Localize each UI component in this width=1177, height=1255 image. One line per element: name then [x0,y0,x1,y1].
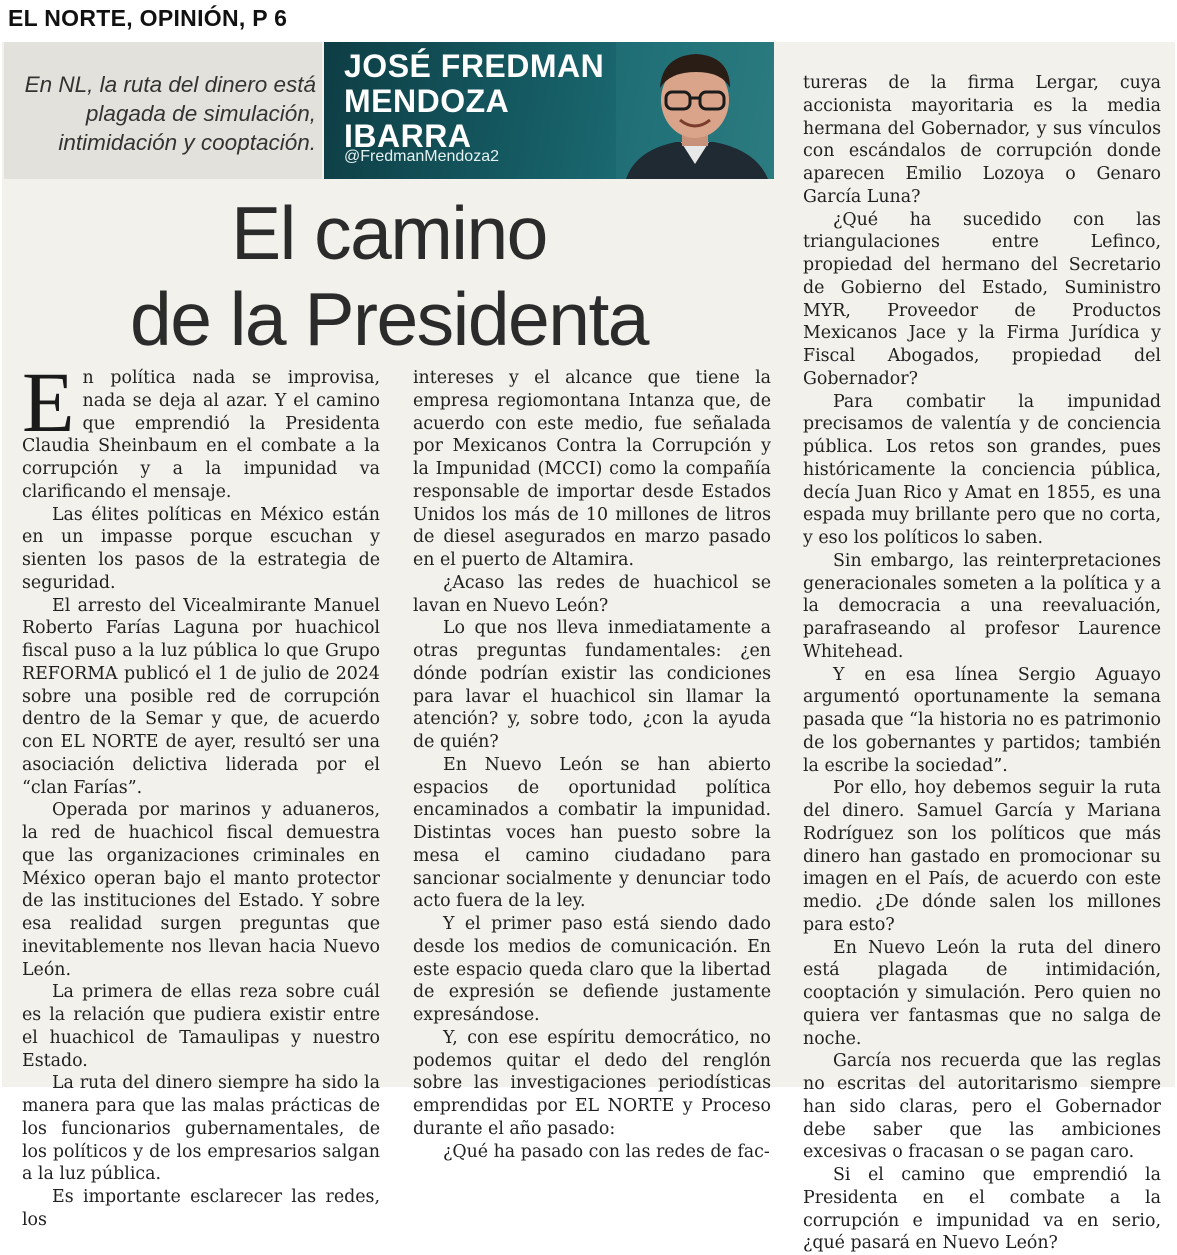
paragraph-text: n política nada se improvisa, nada se deja al azar. Y el camino que emprendió la Presidenta Claudia Sheinbaum en el combate a la corrupción y a la impunidad va clarificando el mensaje. [22,368,380,502]
headline-line1: El camino [231,191,547,275]
article-column-3 [803,72,1161,1255]
paragraph: Y en esa línea Sergio Aguayo argumentó oportunamente la semana pasada que “la historia no es patrimonio de los gobernantes y partidos; también la escribe la sociedad”. [803,664,1161,776]
article-column-2 [413,367,771,1163]
paragraph: García nos recuerda que las reglas no escritas del autoritarismo siempre han sido claras, pero el Gobernador debe saber que las ambiciones excesivas o fracasan o se pagan caro. [803,1051,1161,1163]
paragraph: Y, con ese espíritu democrático, no podemos quitar el dedo del renglón sobre las investigaciones periodísticas emprendidas por EL NORTE y Proceso durante el año pasado: [413,1027,771,1139]
author-name-line1: JOSÉ FREDMAN [344,48,605,84]
paragraph: El arresto del Vicealmirante Manuel Roberto Farías Laguna por huachicol fiscal puso a la luz pública lo que Grupo REFORMA publicó el 1 de julio de 2024 sobre una posible red de corrupción dentro de la Semar y que, de acuerdo con EL NORTE de ayer, resultó ser una asociación delictiva liderada por el “clan Farías”. [22,595,380,798]
paragraph: Las élites políticas en México están en un impasse porque escuchan y sienten los pasos de la estrategia de seguridad. [22,504,380,593]
paragraph: Por ello, hoy debemos seguir la ruta del dinero. Samuel García y Mariana Rodríguez son los políticos que más dinero han gastado en promocionar su imagen en el País, de acuerdo con este medio. ¿De dónde salen los millones para esto? [803,778,1161,935]
article-headline [4,190,774,362]
author-name [344,49,644,154]
paragraph: intereses y el alcance que tiene la empresa regiomontana Intanza que, de acuerdo con este medio, fue señalada por Mexicanos Contra la Corrupción y la Impunidad (MCCI) como la compañía responsable de importar desde Estados Unidos los más de 10 millones de litros de diesel asegurados en marzo pasado en el puerto de Altamira. [413,368,771,570]
deck-text: En NL, la ruta del dinero está plagada de simulación, intimidación y cooptación. [24,72,316,155]
deck-box [4,42,322,179]
paragraph: La ruta del dinero siempre ha sido la manera para que las malas prácticas de los funcionarios gubernamentales, de los políticos y de los empresarios salgan a la luz pública. [22,1073,380,1185]
author-portrait [616,42,774,179]
paragraph: Y el primer paso está siendo dado desde los medios de comunicación. En este espacio queda claro que la libertad de expresión se defiende justamente expresándose. [413,914,771,1025]
source-tag [0,0,1177,42]
paragraph: Sin embargo, las reinterpretaciones generacionales someten a la política y a la democracia a una reevaluación, parafraseando al profesor Laurence Whitehead. [803,550,1161,662]
author-handle: @FredmanMendoza2 [344,148,499,165]
paragraph: La primera de ellas reza sobre cuál es la relación que pudiera existir entre el huachicol de Tamaulipas y nuestro Estado. [22,982,380,1071]
paragraph: tureras de la firma Lergar, cuya accionista mayoritaria es la media hermana del Gobernador, y sus vínculos con escándalos de corrupción donde aparecen Emilio Lozoya o Genaro García Luna? [803,73,1161,207]
paragraph: Para combatir la impunidad precisamos de valentía y de conciencia pública. Los retos son grandes, pues históricamente la conciencia pública, decía Juan Rico y Amat en 1855, es una espada muy brillante pero que no corta, y eso los políticos lo saben. [803,391,1161,548]
paragraph: Es importante esclarecer las redes, los [22,1187,380,1230]
paragraph: Operada por marinos y aduaneros, la red de huachicol fiscal demuestra que las organizaciones criminales en México operan bajo el manto protector de las instituciones del Estado. Y sobre esa realidad surgen preguntas que inevitablemente nos llevan hacia Nuevo León. [22,800,380,980]
source-tag-label: EL NORTE, OPINIÓN, P 6 [8,5,288,31]
author-name-line2: MENDOZA [344,83,510,119]
paragraph: ¿Qué ha pasado con las redes de fac- [443,1141,770,1162]
paragraph [22,354,380,504]
author-byline [324,42,774,179]
paragraph: Si el camino que emprendió la Presidenta en el combate a la corrupción e impunidad va en serio, ¿qué pasará en Nuevo León? [803,1165,1161,1254]
author-name-line3: IBARRA [344,118,472,154]
paragraph: En Nuevo León la ruta del dinero está plagada de intimidación, cooptación y simulación. Pero quien no quiera ver fantasmas que no salga de noche. [803,937,1161,1049]
paragraph: ¿Qué ha sucedido con las triangulaciones entre Lefinco, propiedad del hermano del Secretario de Gobierno del Estado, Suministro MYR, Proveedor de Productos Mexicanos Jace y la Firma Jurídica y Fiscal Abogados, propiedad del Gobernador? [803,209,1161,389]
paragraph: ¿Acaso las redes de huachicol se lavan en Nuevo León? [413,572,771,616]
paragraph: En Nuevo León se han abierto espacios de oportunidad política encaminados a combatir la impunidad. Distintas voces han puesto sobre la mesa el camino ciudadano para sancionar socialmente y denunciar todo acto fuera de la ley. [413,754,771,912]
headline-line2: de la Presidenta [129,277,649,361]
article-column-1 [22,354,380,1232]
drop-cap: E [22,354,75,450]
paragraph: Lo que nos lleva inmediatamente a otras preguntas fundamentales: ¿en dónde podrían existir las condiciones para lavar el huachicol sin llamar la atención? y, sobre todo, ¿con la ayuda de quién? [413,618,771,752]
newspaper-clipping [2,42,1175,1254]
